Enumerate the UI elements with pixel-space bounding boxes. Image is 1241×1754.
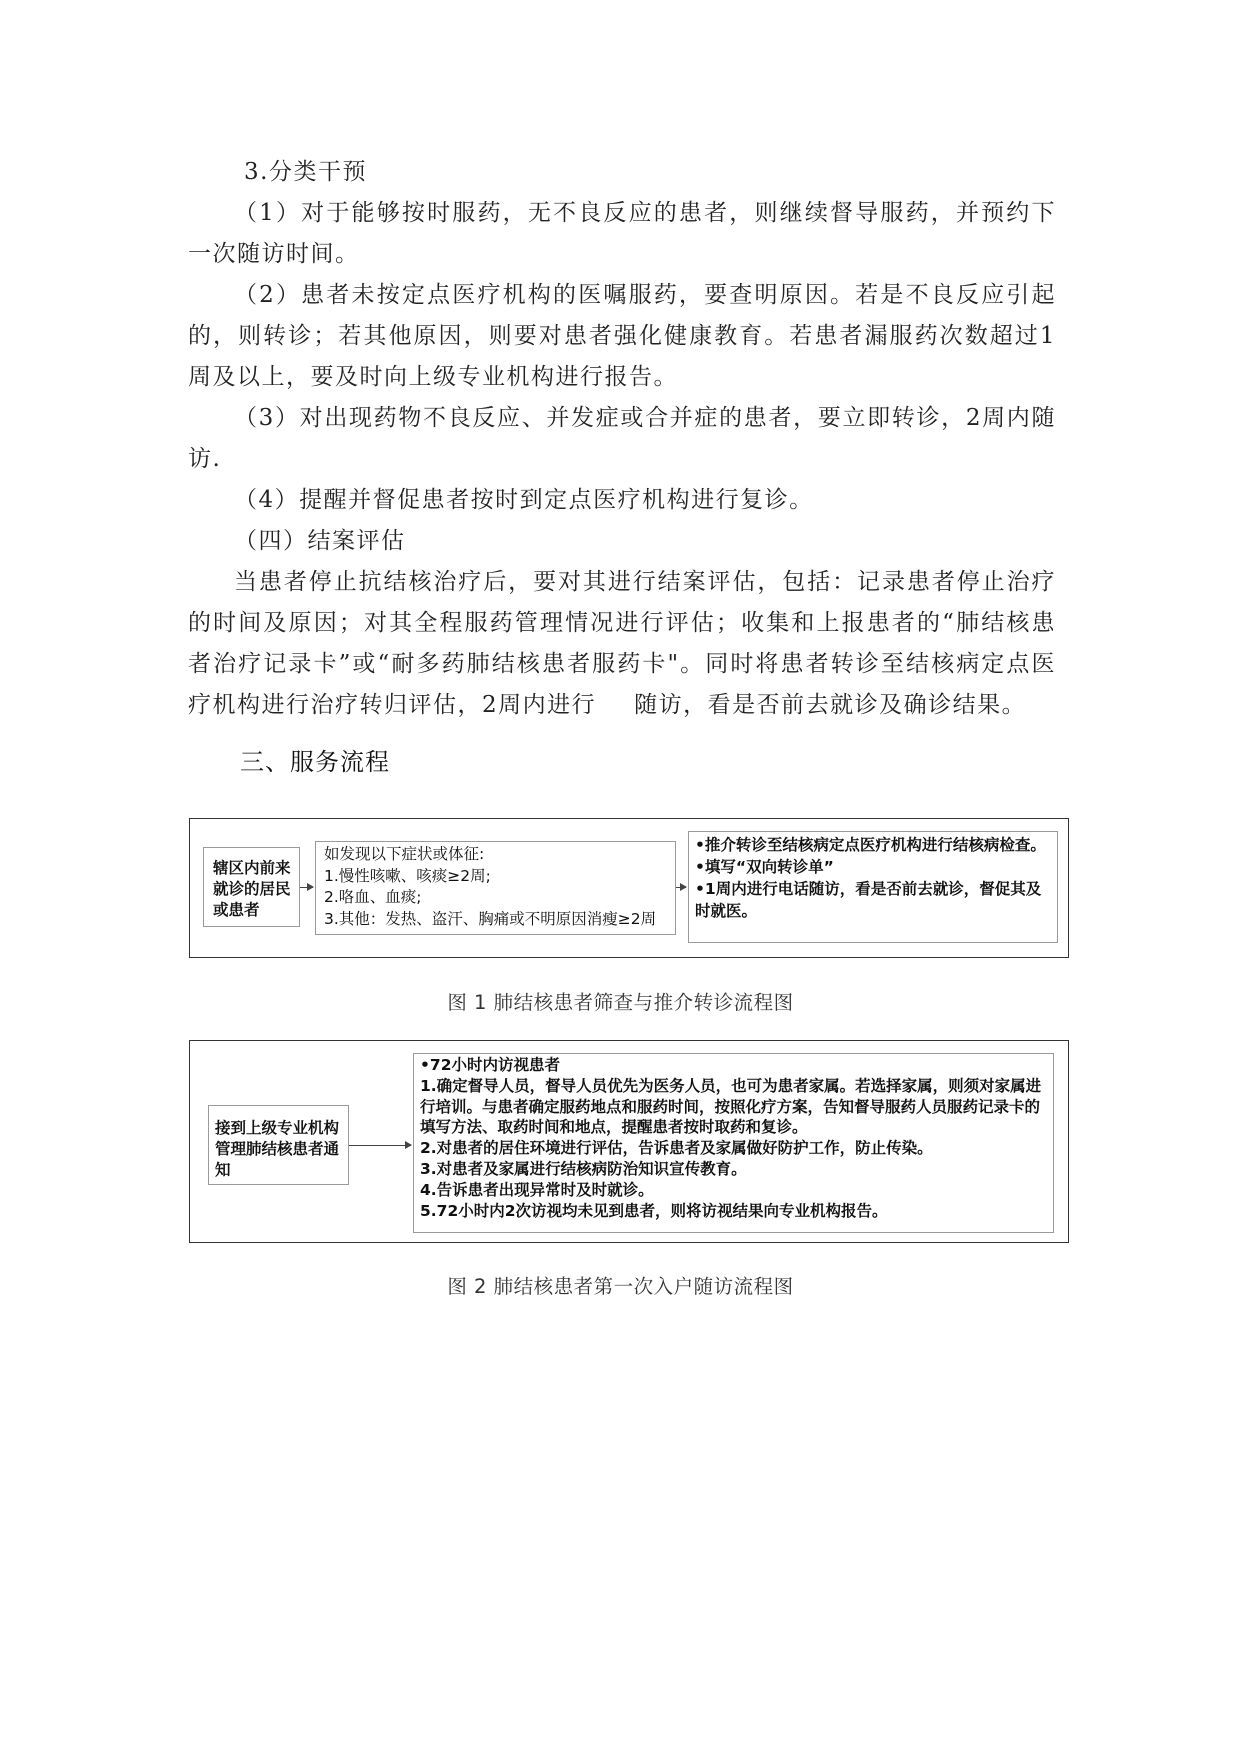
box-line: 3.其他：发热、盗汗、胸痛或不明原因消瘦≥2周 <box>324 909 657 928</box>
paragraph: （1）对于能够按时服药，无不良反应的患者，则继续督导服药，并预约下一次随访时间。 <box>188 200 1056 267</box>
box-line: 管理肺结核患者通 <box>215 1140 340 1158</box>
flow-box-notification <box>208 1105 349 1185</box>
box-line: 知 <box>215 1161 231 1179</box>
arrow-icon <box>300 887 313 888</box>
box-line: 2.咯血、血痰; <box>324 888 422 906</box>
subsection-title: 3.分类干预 <box>244 159 367 185</box>
box-line: 3.对患者及家属进行结核病防治知识宣传教育。 <box>420 1159 747 1178</box>
box-line: 1.慢性咳嗽、咳痰≥2周; <box>324 866 491 885</box>
paragraph <box>188 562 1056 726</box>
box-line: 或患者 <box>213 901 260 919</box>
box-line: •填写“双向转诊单” <box>695 858 834 876</box>
figure-caption-1: 图 1 肺结核患者筛查与推介转诊流程图 <box>447 991 794 1014</box>
box-line: 1.确定督导人员，督导人员优先为医务人员，也可为患者家属。若选择家属，则须对家属进行培训。与患者确定服药地点和服药时间，按照化疗方案，告知督导服药人员服药记录卡的填写方法、取药时间和地点，提醒患者按时取药和复诊。 <box>420 1076 1042 1137</box>
body-text <box>188 152 1056 726</box>
paragraph: （4）提醒并督促患者按时到定点医疗机构进行复诊。 <box>234 487 814 513</box>
box-line: 就诊的居民 <box>213 880 291 898</box>
paragraph: （3）对出现药物不良反应、并发症或合并症的患者，要立即转诊，2周内随访. <box>188 405 1056 472</box>
box-line: 辖区内前来 <box>213 859 291 877</box>
box-line: 如发现以下症状或体征: <box>324 845 485 863</box>
box-line: •1周内进行电话随访，看是否前去就诊，督促其及时就医。 <box>695 880 1042 920</box>
figure-caption-2: 图 2 肺结核患者第一次入户随访流程图 <box>447 1275 794 1298</box>
flow-box-home-visit <box>413 1053 1054 1233</box>
flowchart-figure-2 <box>189 1040 1069 1243</box>
box-line: •72小时内访视患者 <box>420 1056 560 1074</box>
paragraph: （2）患者未按定点医疗机构的医嘱服药，要查明原因。若是不良反应引起的，则转诊；若其他原因，则要对患者强化健康教育。若患者漏服药次数超过1周及以上，要及时向上级专业机构进行报告。 <box>188 282 1056 390</box>
section-heading: 三、服务流程 <box>240 748 390 776</box>
arrow-icon <box>349 1145 411 1146</box>
box-line: 接到上级专业机构 <box>215 1119 340 1137</box>
box-line: •推介转诊至结核病定点医疗机构进行结核病检查。 <box>695 836 1046 854</box>
flowchart-figure-1 <box>189 818 1069 958</box>
box-line: 4.告诉患者出现异常时及时就诊。 <box>420 1180 654 1199</box>
flow-box-symptoms <box>315 841 676 935</box>
subsection-title: （四）结案评估 <box>234 528 406 554</box>
paragraph-part: 随访，看是否前去就诊及确诊结果。 <box>634 692 1027 718</box>
paragraph-part: 当患者停止抗结核治疗后，要对其进行结案评估，包括：记录患者停止治疗的时间及原因；对其全程服药管理情况进行评估；收集和上报患者的“肺结核患者治疗记录卡”或“耐多药肺结核患者服药卡"。同时将患者转诊至结核病定点医疗机构进行治疗转归评估，2周内进行 <box>188 569 1056 718</box>
box-line: 2.对患者的居住环境进行评估，告诉患者及家属做好防护工作，防止传染。 <box>420 1139 933 1158</box>
box-line: 5.72小时内2次访视均未见到患者，则将访视结果向专业机构报告。 <box>420 1201 888 1220</box>
arrow-icon <box>676 887 686 888</box>
flow-box-referral-actions <box>688 831 1058 943</box>
flow-box-target-population <box>203 847 300 927</box>
